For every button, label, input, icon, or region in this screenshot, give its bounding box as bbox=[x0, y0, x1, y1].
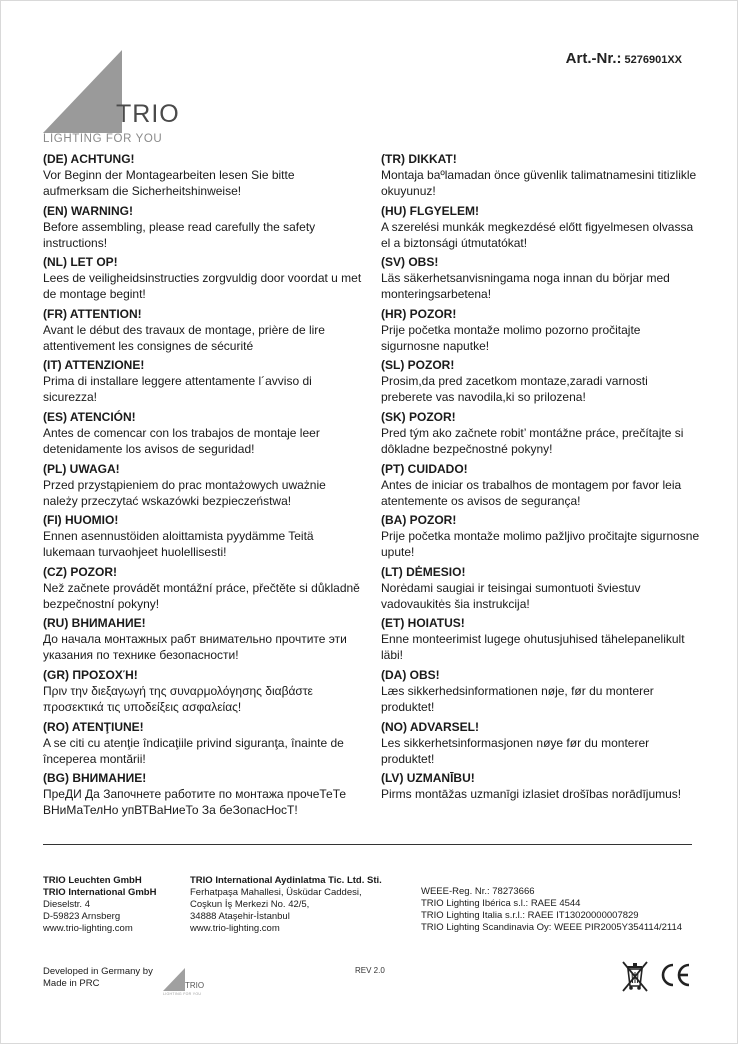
warning-gr bbox=[43, 668, 363, 720]
warning-text: Prosim,da pred zacetkom montaze,zaradi varnosti preberete vas navodila,ki so prilozena! bbox=[381, 374, 648, 405]
warning-heading: (HU) FLGYELEM! bbox=[381, 203, 479, 218]
warning-bg bbox=[43, 771, 363, 823]
revision-label: REV 2.0 bbox=[355, 966, 385, 975]
warning-heading: (SV) OBS! bbox=[381, 255, 439, 270]
small-logo-tagline: LIGHTING FOR YOU bbox=[163, 992, 202, 996]
warning-hu bbox=[381, 204, 701, 256]
warning-lv bbox=[381, 771, 701, 823]
warning-hr bbox=[381, 307, 701, 359]
company-address-line: Coşkun İş Merkezi No. 42/5, bbox=[190, 899, 310, 910]
warning-heading: (SK) POZOR! bbox=[381, 409, 456, 424]
warning-text: Les sikkerhetsinformasjonen nøye før du monterer produktet! bbox=[381, 735, 650, 766]
warning-text: Ennen asennustöiden aloittamista pyydämme Teitä lukemaan turvaohjeet huolellisesti! bbox=[43, 529, 314, 560]
footer-divider bbox=[43, 844, 692, 845]
warning-text: Montaja baºlamadan önce güvenlik talimatnamesini titizlikle okuyunuz! bbox=[381, 168, 697, 198]
warning-text: Before assembling, please read carefully the safety instructions! bbox=[43, 219, 316, 250]
warning-ba bbox=[381, 513, 701, 565]
warning-de bbox=[43, 152, 363, 204]
footer-weee-registrations bbox=[421, 886, 682, 934]
warning-pl bbox=[43, 462, 363, 514]
warning-it bbox=[43, 358, 363, 410]
warning-heading: (IT) ATTENZIONE! bbox=[43, 358, 145, 373]
footer-company-germany bbox=[43, 875, 156, 935]
warning-text: A se citi cu atenţie îndicaţiile privind siguranţa, înainte de începerea montării! bbox=[43, 735, 344, 766]
company-name: TRIO International Aydinlatma Tic. Ltd. Sti. bbox=[190, 875, 382, 886]
warning-tr bbox=[381, 152, 701, 204]
small-logo-brand: TRIO bbox=[185, 981, 205, 990]
warning-text: Πριν την διεξαγωγή της συναρμολόγησης διαβάστε προσεκτικά τις υποδείξεις ασφαλείας! bbox=[43, 683, 313, 714]
warnings-right-column bbox=[381, 152, 701, 823]
company-city: D-59823 Arnsberg bbox=[43, 911, 121, 922]
warning-lt bbox=[381, 565, 701, 617]
warning-pt bbox=[381, 462, 701, 514]
warning-heading: (GR) ΠΡΟΣΟΧΉ! bbox=[43, 667, 138, 682]
warning-text: Läs säkerhetsanvisningama noga innan du börjar med monteringsarbetena! bbox=[381, 271, 670, 302]
warning-heading: (ES) ATENCIÓN! bbox=[43, 409, 136, 424]
warning-heading: (LV) UZMANĪBU! bbox=[381, 771, 475, 786]
warning-heading: (RO) ATENŢIUNE! bbox=[43, 719, 144, 734]
crossed-out-wheelie-bin-icon bbox=[621, 960, 649, 999]
company-website: www.trio-lighting.com bbox=[190, 923, 280, 934]
warning-text: A szerelési munkák megkezdésé előtt figyelmesen olvassa el a biztonsági útmutatókat! bbox=[381, 219, 694, 250]
warning-heading: (ET) HOIATUS! bbox=[381, 616, 465, 631]
developed-in-text: Developed in Germany by bbox=[43, 966, 153, 977]
article-number bbox=[566, 50, 682, 67]
warning-fr bbox=[43, 307, 363, 359]
warning-text: Prima di installare leggere attentamente l´avviso di sicurezza! bbox=[43, 374, 312, 405]
warning-text: Prije početka montaže molimo pozorno pročitajte sigurnosne naputke! bbox=[381, 322, 641, 353]
warning-da bbox=[381, 668, 701, 720]
weee-line: TRIO Lighting Italia s.r.l.: RAEE IT13020000007829 bbox=[421, 910, 639, 921]
warning-text: Lees de veiligheidsinstructies zorgvuldig door voordat u met de montage begint! bbox=[43, 271, 362, 302]
warning-fi bbox=[43, 513, 363, 565]
footer-company-turkey bbox=[190, 875, 382, 935]
weee-line: TRIO Lighting Scandinavia Oy: WEEE PIR2005Y354114/2114 bbox=[421, 922, 683, 933]
warning-text: Vor Beginn der Montagearbeiten lesen Sie bitte aufmerksam die Sicherheitshinweise! bbox=[43, 168, 295, 198]
warning-heading: (TR) DIKKAT! bbox=[381, 152, 457, 166]
warning-et bbox=[381, 616, 701, 668]
warning-heading: (PL) UWAGA! bbox=[43, 461, 120, 476]
small-trio-logo bbox=[163, 966, 207, 996]
warning-heading: (BG) ВНИМАНИЕ! bbox=[43, 771, 147, 786]
warning-sk bbox=[381, 410, 701, 462]
article-number-label: Art.-Nr.: bbox=[565, 50, 622, 67]
warning-heading: (SL) POZOR! bbox=[381, 358, 455, 373]
warning-heading: (BA) POZOR! bbox=[381, 513, 457, 528]
company-name: TRIO Leuchten GmbH bbox=[43, 875, 142, 886]
warning-heading: (PT) CUIDADO! bbox=[381, 461, 468, 476]
warning-text: Enne monteerimist lugege ohutusjuhised tähelepanelikult läbi! bbox=[381, 632, 685, 663]
warning-heading: (CZ) POZOR! bbox=[43, 564, 117, 579]
warning-ro bbox=[43, 720, 363, 772]
warning-text: Pirms montāžas uzmanīgi izlasiet drošības norādījumus! bbox=[381, 787, 682, 802]
warning-heading: (NL) LET OP! bbox=[43, 255, 118, 270]
warning-heading: (DA) OBS! bbox=[381, 667, 440, 682]
company-name: TRIO International GmbH bbox=[43, 887, 157, 898]
logo-tagline: LIGHTING FOR YOU bbox=[43, 133, 163, 145]
warning-no bbox=[381, 720, 701, 772]
warning-text: Læs sikkerhedsinformationen nøje, før du monterer produktet! bbox=[381, 683, 654, 714]
warning-text: ПреДИ Да Започнете работите по монтажа прочеТеТе ВНиМаТелНо упВТВаНиеТо За беЗопасНосТ! bbox=[43, 787, 347, 818]
warning-ru bbox=[43, 616, 363, 668]
warning-text: Antes de iniciar os trabalhos de montagem por favor leia atentemente os avisos de segurança! bbox=[381, 477, 682, 508]
company-address-line: 34888 Ataşehir-İstanbul bbox=[190, 911, 290, 922]
warning-text: Antes de comencar con los trabajos de montaje leer detenidamente los avisos de seguridad! bbox=[43, 425, 320, 456]
warning-text: Norėdami saugiai ir teisingai sumontuoti šviestuv vadovaukitės šia instrukcija! bbox=[381, 580, 641, 611]
made-in-text: Made in PRC bbox=[43, 978, 100, 989]
warning-heading: (LT) DĖMESIO! bbox=[381, 564, 466, 579]
warning-nl bbox=[43, 255, 363, 307]
warning-heading: (DE) ACHTUNG! bbox=[43, 152, 135, 166]
small-logo-triangle-icon bbox=[163, 966, 187, 992]
company-website: www.trio-lighting.com bbox=[43, 923, 133, 934]
warning-heading: (EN) WARNING! bbox=[43, 203, 133, 218]
warning-heading: (NO) ADVARSEL! bbox=[381, 719, 479, 734]
logo-brand: TRIO bbox=[116, 100, 180, 128]
weee-line: WEEE-Reg. Nr.: 78273666 bbox=[421, 886, 535, 897]
trio-logo bbox=[43, 48, 193, 148]
warning-heading: (FR) ATTENTION! bbox=[43, 306, 142, 321]
company-address-line: Ferhatpaşa Mahallesi, Üsküdar Caddesi, bbox=[190, 887, 362, 898]
warning-text: Než začnete provádět montážní práce, přečtěte si důkladně bezpečnostní pokyny! bbox=[43, 580, 360, 611]
weee-line: TRIO Lighting Ibérica s.l.: RAEE 4544 bbox=[421, 898, 581, 909]
warning-sl bbox=[381, 358, 701, 410]
warnings-left-column bbox=[43, 152, 363, 823]
warning-text: Prije početka montaže molimo pažljivo pročitajte sigurnosne upute! bbox=[381, 529, 700, 560]
article-number-value: 5276901XX bbox=[624, 54, 682, 66]
ce-mark-label: CE bbox=[660, 962, 662, 963]
warning-text: Pred tým ako začnete robit’ montážne práce, prečítajte si dôkladne bezpečnostné pokyny! bbox=[381, 425, 684, 456]
warning-en bbox=[43, 204, 363, 256]
warning-text: До начала монтажных рабт внимательно прочтите эти указания по технике безопасности! bbox=[43, 632, 347, 663]
warning-text: Przed przystąpieniem do prac montażowych uważnie należy przeczytać wskazówki bezpieczeństwa! bbox=[43, 477, 326, 508]
company-street: Dieselstr. 4 bbox=[43, 899, 90, 910]
warning-text: Avant le début des travaux de montage, prière de lire attentivement les consignes de sécurité bbox=[43, 322, 325, 353]
ce-mark-icon bbox=[660, 962, 692, 993]
warning-cz bbox=[43, 565, 363, 617]
warning-heading: (FI) HUOMIO! bbox=[43, 513, 119, 528]
origin-note bbox=[43, 966, 153, 990]
warning-es bbox=[43, 410, 363, 462]
warning-heading: (HR) POZOR! bbox=[381, 306, 457, 321]
warning-sv bbox=[381, 255, 701, 307]
warning-heading: (RU) ВНИМАНИЕ! bbox=[43, 616, 146, 631]
